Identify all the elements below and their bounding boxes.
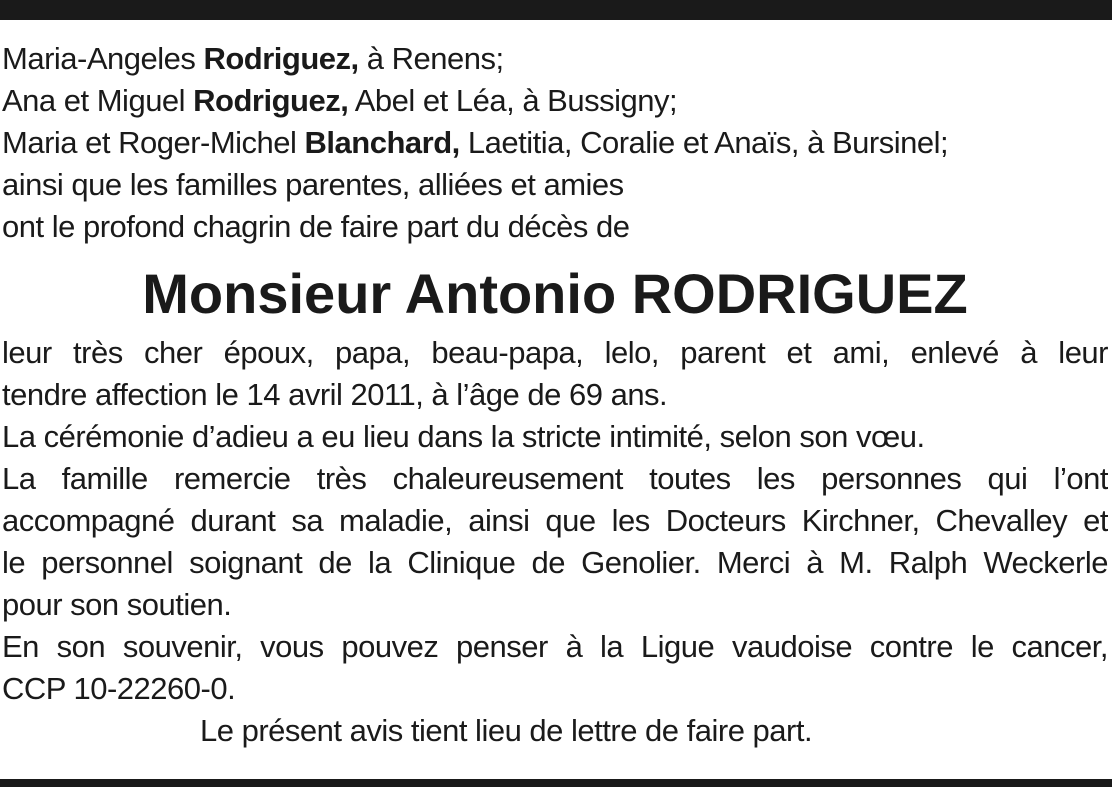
intro-line-2: ont le profond chagrin de faire part du décès de <box>2 209 630 244</box>
family-line-1 <box>2 38 1108 80</box>
family-line-3-surname: Blanchard, <box>304 125 460 160</box>
family-line-2-surname: Rodriguez, <box>193 83 349 118</box>
body-line-5: accompagné durant sa maladie, ainsi que les Docteurs Kirchner, Chevalley et <box>2 503 1108 538</box>
family-line-3 <box>2 122 1108 164</box>
family-line-2 <box>2 80 1108 122</box>
family-line-3-prefix: Maria et Roger-Michel <box>2 125 305 160</box>
body-line-1: leur très cher époux, papa, beau-papa, lelo, parent et ami, enlevé à leur <box>2 335 1108 370</box>
body-line-7: pour son soutien. <box>2 587 232 622</box>
family-line-1-prefix: Maria-Angeles <box>2 41 204 76</box>
bottom-border-rule <box>0 779 1112 787</box>
body-line-3: La cérémonie d’adieu a eu lieu dans la stricte intimité, selon son vœu. <box>2 419 925 454</box>
body-line-2: tendre affection le 14 avril 2011, à l’âge de 69 ans. <box>2 377 668 412</box>
closing-line: Le présent avis tient lieu de lettre de faire part. <box>200 713 813 748</box>
body-line-9: CCP 10-22260-0. <box>2 671 236 706</box>
body-line-6: le personnel soignant de la Clinique de Genolier. Merci à M. Ralph Weckerle <box>2 545 1108 580</box>
family-line-1-suffix: à Renens; <box>358 41 504 76</box>
obituary-notice <box>2 38 1108 752</box>
family-line-2-prefix: Ana et Miguel <box>2 83 194 118</box>
family-line-3-suffix: Laetitia, Coralie et Anaïs, à Bursinel; <box>459 125 949 160</box>
body-line-8: En son souvenir, vous pouvez penser à la Ligue vaudoise contre le cancer, <box>2 629 1108 664</box>
top-border-rule <box>0 0 1112 20</box>
intro-line-1: ainsi que les familles parentes, alliées et amies <box>2 167 624 202</box>
family-line-2-suffix: Abel et Léa, à Bussigny; <box>348 83 678 118</box>
deceased-name: Monsieur Antonio RODRIGUEZ <box>142 262 968 325</box>
body-line-4: La famille remercie très chaleureusement toutes les personnes qui l’ont <box>2 461 1108 496</box>
family-line-1-surname: Rodriguez, <box>203 41 359 76</box>
